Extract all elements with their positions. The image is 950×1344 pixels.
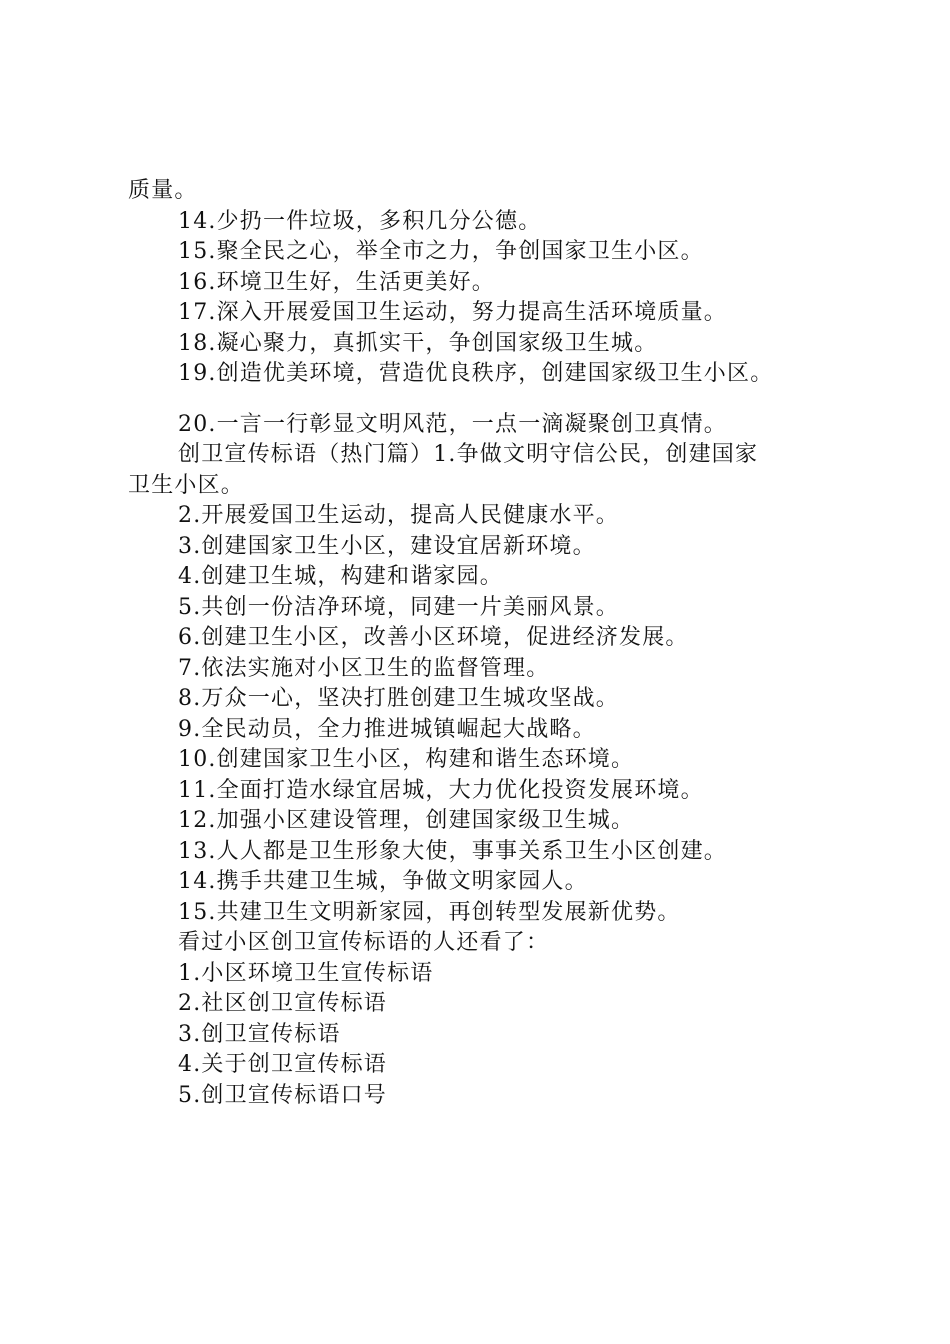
slogan-line: 9.全民动员，全力推进城镇崛起大战略。 bbox=[178, 716, 596, 742]
related-heading: 看过小区创卫宣传标语的人还看了： bbox=[178, 930, 550, 955]
related-link[interactable]: 4.关于创卫宣传标语 bbox=[178, 1052, 387, 1077]
slogan-line: 7.依法实施对小区卫生的监督管理。 bbox=[178, 655, 550, 681]
slogan-line: 11.全面打造水绿宜居城，大力优化投资发展环境。 bbox=[178, 777, 704, 803]
slogan-line: 2.开展爱国卫生运动，提高人民健康水平。 bbox=[178, 503, 619, 528]
document-body bbox=[128, 176, 838, 1111]
slogan-line: 12.加强小区建设管理，创建国家级卫生城。 bbox=[178, 808, 635, 833]
slogan-line: 15.聚全民之心，举全市之力，争创国家卫生小区。 bbox=[178, 239, 704, 264]
paragraph-continuation: 质量。 bbox=[128, 178, 198, 203]
section-heading-line: 创卫宣传标语（热门篇）1.争做文明守信公民，创建国家 bbox=[178, 442, 759, 467]
slogan-line: 14.携手共建卫生城，争做文明家园人。 bbox=[178, 869, 588, 894]
slogan-line: 18.凝心聚力，真抓实干，争创国家级卫生城。 bbox=[178, 330, 658, 356]
slogan-line: 14.少扔一件垃圾，多积几分公德。 bbox=[178, 208, 542, 234]
related-link[interactable]: 3.创卫宣传标语 bbox=[178, 1021, 341, 1047]
paragraph-gap bbox=[128, 390, 838, 410]
related-link[interactable]: 1.小区环境卫生宣传标语 bbox=[178, 960, 434, 986]
slogan-line: 5.共创一份洁净环境，同建一片美丽风景。 bbox=[178, 594, 619, 620]
related-link[interactable]: 5.创卫宣传标语口号 bbox=[178, 1082, 387, 1108]
slogan-line: 4.创建卫生城，构建和谐家园。 bbox=[178, 564, 503, 589]
slogan-line: 19.创造优美环境，营造优良秩序，创建国家级卫生小区。 bbox=[178, 361, 774, 386]
slogan-line: 16.环境卫生好，生活更美好。 bbox=[178, 269, 495, 295]
slogan-line: 3.创建国家卫生小区，建设宜居新环境。 bbox=[178, 533, 596, 559]
slogan-line: 17.深入开展爱国卫生运动，努力提高生活环境质量。 bbox=[178, 300, 727, 325]
slogan-line: 8.万众一心，坚决打胜创建卫生城攻坚战。 bbox=[178, 686, 619, 711]
related-link[interactable]: 2.社区创卫宣传标语 bbox=[178, 991, 387, 1016]
slogan-line: 20.一言一行彰显文明风范，一点一滴凝聚创卫真情。 bbox=[178, 411, 727, 437]
slogan-line: 13.人人都是卫生形象大使，事事关系卫生小区创建。 bbox=[178, 838, 727, 864]
slogan-line: 15.共建卫生文明新家园，再创转型发展新优势。 bbox=[178, 899, 681, 925]
section-heading-continuation: 卫生小区。 bbox=[128, 472, 245, 498]
slogan-line: 10.创建国家卫生小区，构建和谐生态环境。 bbox=[178, 747, 635, 772]
slogan-line: 6.创建卫生小区，改善小区环境，促进经济发展。 bbox=[178, 625, 689, 650]
